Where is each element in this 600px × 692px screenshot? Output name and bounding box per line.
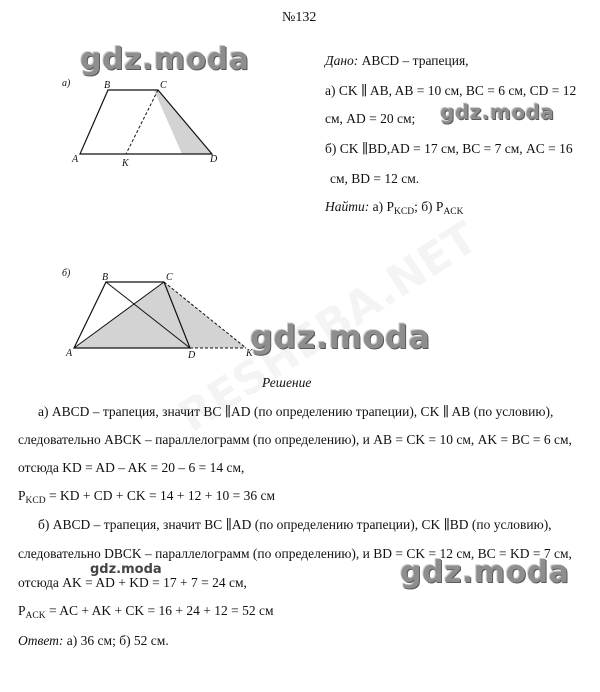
answer-line bbox=[18, 632, 169, 649]
diagram-b-label-a: A bbox=[66, 348, 73, 359]
solution-b-line-2: следовательно DBCK – параллелограмм (по определению), и BD = CK = 12 см, BC = KD = 7 см, bbox=[18, 546, 572, 561]
solution-b-line-4 bbox=[18, 602, 274, 622]
watermark-gdz-moda-4: gdz.moda bbox=[400, 555, 570, 590]
diagram-b bbox=[60, 268, 260, 363]
diagram-b-label-c: C bbox=[166, 272, 173, 283]
condition-b-line-2: см, BD = 12 см. bbox=[330, 171, 420, 186]
diagram-a-label-d: D bbox=[210, 154, 218, 165]
given-line bbox=[325, 52, 469, 69]
diagram-a-label-k: K bbox=[122, 158, 129, 168]
condition-a-line-2: см, AD = 20 см; bbox=[325, 111, 416, 126]
diagram-a-part-label: а) bbox=[62, 78, 71, 89]
condition-b-line-1: б) CK ∥BD,AD = 17 см, BC = 7 см, AC = 16 bbox=[325, 141, 573, 156]
diagram-b-label-k: K bbox=[246, 348, 253, 359]
diagram-b-shaded-ack bbox=[74, 282, 246, 348]
solution-a-line-1: а) ABCD – трапеция, значит BC ∥AD (по определению трапеции), CK ∥ AB (по условию), bbox=[38, 404, 554, 419]
solution-a-line-4 bbox=[18, 487, 275, 507]
diagram-b-label-b: B bbox=[102, 272, 109, 283]
diagram-a bbox=[60, 78, 240, 168]
diagram-b-part-label: б) bbox=[62, 268, 71, 279]
watermark-gdz-moda-2: gdz.moda bbox=[440, 100, 555, 124]
diagram-a-segment-ck bbox=[126, 90, 158, 154]
perimeter-ack-rest: = AC + AK + CK = 16 + 24 + 12 = 52 см bbox=[45, 603, 274, 618]
perimeter-kcd-sub: KCD bbox=[25, 496, 46, 506]
solution-b-line-3: отсюда AK = AD + KD = 17 + 7 = 24 см, bbox=[18, 575, 247, 590]
diagram-b-label-d: D bbox=[188, 350, 196, 361]
find-line bbox=[325, 198, 464, 218]
problem-number: №132 bbox=[282, 10, 317, 25]
perimeter-ack-p: P bbox=[18, 603, 26, 618]
find-a: а) P bbox=[372, 199, 394, 214]
perimeter-kcd-rest: = KD + CD + CK = 14 + 12 + 10 = 36 см bbox=[45, 488, 276, 503]
solution-b-line-1: б) ABCD – трапеция, значит BC ∥AD (по определению трапеции), CK ∥BD (по условию), bbox=[38, 517, 552, 532]
find-sep: ; б) P bbox=[414, 199, 444, 214]
answer-text: а) 36 см; б) 52 см. bbox=[63, 633, 169, 648]
solution-heading: Решение bbox=[262, 375, 312, 390]
find-a-sub: KCD bbox=[394, 207, 415, 217]
find-label: Найти: bbox=[325, 199, 370, 214]
condition-a-line-1: а) CK ∥ AB, AB = 10 см, BC = 6 см, CD = 12 bbox=[325, 83, 577, 98]
perimeter-kcd-p: P bbox=[18, 488, 26, 503]
solution-a-line-3: отсюда KD = AD – AK = 20 – 6 = 14 см, bbox=[18, 460, 245, 475]
given-label: Дано: bbox=[325, 53, 359, 68]
watermark-gdz-moda-3: gdz.moda bbox=[250, 318, 431, 356]
diagram-a-label-b: B bbox=[104, 80, 111, 91]
watermark-gdz-moda-1: gdz.moda bbox=[80, 42, 250, 77]
find-b-sub: ACK bbox=[443, 207, 464, 217]
perimeter-ack-sub: ACK bbox=[25, 611, 46, 621]
diagram-a-label-a: A bbox=[72, 154, 79, 165]
solution-a-line-2: следовательно ABCK – параллелограмм (по определению), и AB = CK = 10 см, AK = BC = 6 см, bbox=[18, 432, 572, 447]
answer-label: Ответ: bbox=[18, 633, 64, 648]
diagram-a-label-c: C bbox=[160, 80, 167, 91]
watermark-gdz-moda-5: gdz.moda bbox=[90, 562, 162, 577]
given-text: ABCD – трапеция, bbox=[361, 53, 469, 68]
